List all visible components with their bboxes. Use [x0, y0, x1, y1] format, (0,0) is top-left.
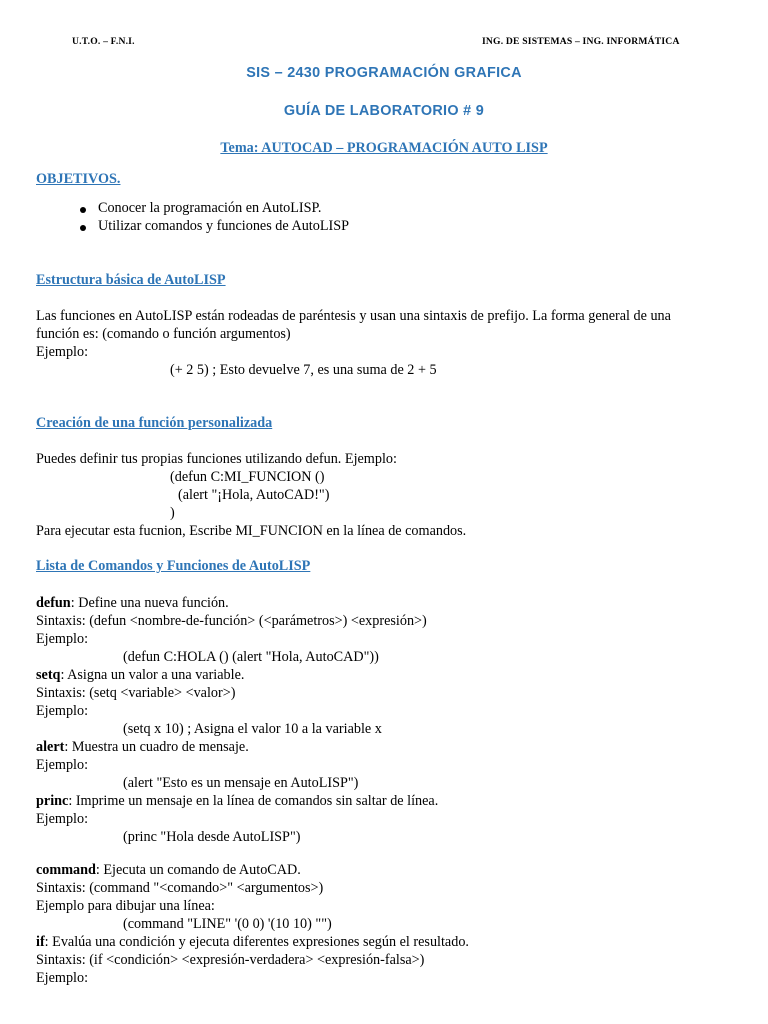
- defun-entry: [36, 595, 229, 612]
- paragraph-line: Puedes definir tus propias funciones utilizando defun. Ejemplo:: [36, 451, 397, 467]
- header-right: ING. DE SISTEMAS – ING. INFORMÁTICA: [482, 36, 680, 47]
- syntax-line: Sintaxis: (command "<comando>" <argumentos>): [36, 880, 324, 896]
- bullet-icon: [80, 207, 86, 213]
- objective-item: Conocer la programación en AutoLISP.: [98, 200, 322, 216]
- example-label: Ejemplo:: [36, 703, 89, 719]
- example-label: Ejemplo:: [36, 970, 89, 986]
- header-left: U.T.O. – F.N.I.: [72, 36, 135, 47]
- course-title: SIS – 2430 PROGRAMACIÓN GRAFICA: [246, 65, 522, 81]
- commands-list-heading: Lista de Comandos y Funciones de AutoLISP: [36, 558, 311, 574]
- keyword: alert: [36, 739, 65, 755]
- custom-function-heading: Creación de una función personalizada: [36, 415, 273, 431]
- guide-title: GUÍA DE LABORATORIO # 9: [283, 103, 485, 119]
- paragraph-line: Las funciones en AutoLISP están rodeadas de paréntesis y usan una sintaxis de prefijo. La forma general de una: [36, 308, 671, 324]
- keyword: command: [36, 862, 96, 878]
- description: : Muestra un cuadro de mensaje.: [64, 739, 249, 755]
- topic-title: Tema: AUTOCAD – PROGRAMACIÓN AUTO LISP: [220, 140, 548, 156]
- paragraph-line: función es: (comando o función argumentos): [36, 326, 291, 342]
- example-label: Ejemplo:: [36, 344, 89, 360]
- alert-entry: [36, 739, 249, 756]
- code-example: (setq x 10) ; Asigna el valor 10 a la variable x: [123, 721, 382, 737]
- keyword: setq: [36, 667, 61, 683]
- description: : Define una nueva función.: [70, 595, 229, 611]
- code-line: ): [170, 505, 175, 521]
- description: : Asigna un valor a una variable.: [60, 667, 245, 683]
- description: : Imprime un mensaje en la línea de comandos sin saltar de línea.: [68, 793, 439, 809]
- example-label: Ejemplo:: [36, 811, 89, 827]
- objectives-heading: OBJETIVOS.: [36, 171, 121, 187]
- code-example: (alert "Esto es un mensaje en AutoLISP"): [123, 775, 359, 791]
- keyword: princ: [36, 793, 69, 809]
- princ-entry: [36, 793, 438, 810]
- description: : Evalúa una condición y ejecuta diferentes expresiones según el resultado.: [44, 934, 469, 950]
- objective-item: Utilizar comandos y funciones de AutoLISP: [98, 218, 349, 234]
- code-line: (defun C:MI_FUNCION (): [170, 469, 325, 485]
- syntax-line: Sintaxis: (if <condición> <expresión-verdadera> <expresión-falsa>): [36, 952, 425, 968]
- code-example: (defun C:HOLA () (alert "Hola, AutoCAD")): [123, 649, 379, 665]
- if-entry: [36, 934, 469, 951]
- code-example: (princ "Hola desde AutoLISP"): [123, 829, 301, 845]
- example-label: Ejemplo:: [36, 631, 89, 647]
- description: : Ejecuta un comando de AutoCAD.: [95, 862, 301, 878]
- keyword: if: [36, 934, 45, 950]
- setq-entry: [36, 667, 244, 684]
- example-label: Ejemplo para dibujar una línea:: [36, 898, 215, 914]
- example-label: Ejemplo:: [36, 757, 89, 773]
- bullet-icon: [80, 225, 86, 231]
- syntax-line: Sintaxis: (setq <variable> <valor>): [36, 685, 236, 701]
- command-entry: [36, 862, 301, 879]
- keyword: defun: [36, 595, 71, 611]
- code-example: (+ 2 5) ; Esto devuelve 7, es una suma de 2 + 5: [170, 362, 437, 378]
- code-example: (command "LINE" '(0 0) '(10 10) ""): [123, 916, 332, 932]
- paragraph-line: Para ejecutar esta fucnion, Escribe MI_FUNCION en la línea de comandos.: [36, 523, 467, 539]
- code-line: (alert "¡Hola, AutoCAD!"): [178, 487, 330, 503]
- syntax-line: Sintaxis: (defun <nombre-de-función> (<parámetros>) <expresión>): [36, 613, 427, 629]
- basic-structure-heading: Estructura básica de AutoLISP: [36, 272, 226, 288]
